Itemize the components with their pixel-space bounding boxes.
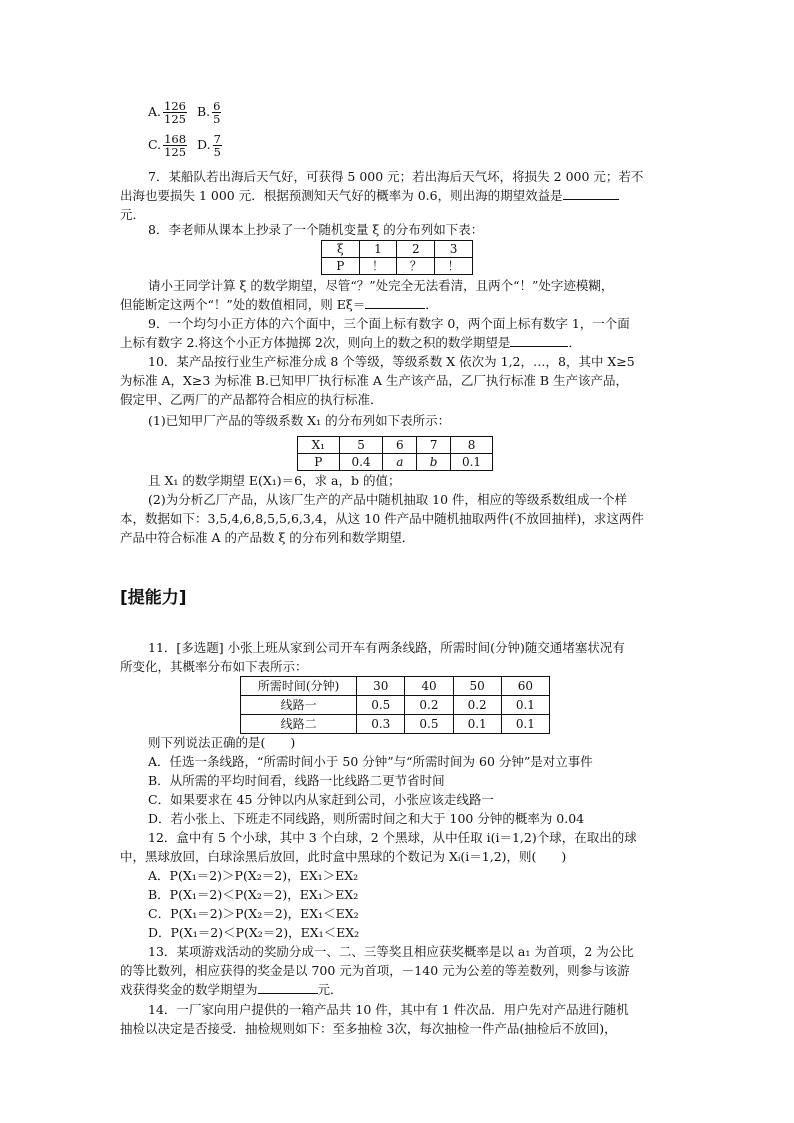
table-cell: 1	[359, 241, 397, 258]
table-cell: 40	[405, 677, 453, 696]
table-cell: X₁	[298, 437, 340, 454]
q9-line-1: 9．一个均匀小正方体的六个面中，三个面上标有数字 0，两个面上标有数字 1，一个面	[148, 316, 630, 331]
q6-option-d-fraction	[213, 133, 222, 158]
table-cell: 0.1	[501, 715, 549, 734]
q10-part-1: (1)已知甲厂产品的等级系数 X₁ 的分布列如下表所示：	[148, 413, 451, 428]
table-cell: ！	[359, 258, 397, 275]
q6-option-d-denominator: 5	[213, 145, 221, 159]
table-cell: 0.1	[453, 715, 501, 734]
q12-option-b: B．P(X₁＝2)＜P(X₂＝2)，EX₁＞EX₂	[148, 887, 359, 902]
q11-option-a: A．任选一条线路，“所需时间小于 50 分钟”与“所需时间为 60 分钟”是对立事件	[148, 754, 593, 769]
q10-line-3: 假定甲、乙两厂的产品都符合相应的执行标准．	[120, 392, 383, 407]
table-cell: 0.4	[339, 454, 383, 471]
q12-line-2: 中，黑球放回，白球涂黑后放回，此时盒中黑球的个数记为 Xᵢ(i＝1,2)，则( )	[120, 849, 567, 864]
table-cell: 5	[339, 437, 383, 454]
q10-line-7: 产品中符合标准 A 的产品数 ξ 的分布列和数学期望．	[120, 530, 415, 545]
table-cell: 50	[453, 677, 501, 696]
q7-line-2-text: 出海也要损失 1 000 元．根据预测知天气好的概率为 0.6，则出海的期望效益是	[120, 188, 563, 203]
table-cell: 8	[451, 437, 493, 454]
q11-question: 则下列说法正确的是( )	[148, 735, 296, 750]
q9-line-2-end: ．	[568, 335, 581, 350]
table-cell: 2	[397, 241, 435, 258]
q13-line-3-end: 元．	[317, 982, 343, 997]
q6-option-b-fraction	[212, 100, 221, 125]
q13-answer-blank	[258, 981, 318, 994]
q6-option-a-denominator: 125	[164, 112, 186, 126]
table-cell: 6	[383, 437, 417, 454]
q6-option-b-denominator: 5	[213, 112, 221, 126]
table-cell: 0.5	[405, 715, 453, 734]
q13-line-1: 13．某项游戏活动的奖励分成一、二、三等奖且相应获奖概率是以 a₁ 为首项，2 为公比	[148, 944, 634, 959]
q12-option-c: C．P(X₁＝2)＞P(X₂＝2)，EX₁＜EX₂	[148, 906, 359, 921]
q6-option-a-numerator: 126	[164, 99, 186, 113]
q6-option-a-label: A.	[148, 104, 162, 119]
q10-line-5: (2)为分析乙厂产品，从该厂生产的产品中随机抽取 10 件，相应的等级系数组成一个样	[148, 492, 628, 507]
q12-line-1: 12．盒中有 5 个小球，其中 3 个白球，2 个黑球，从中任取 i(i＝1,2)个球，在取出的球	[148, 830, 637, 845]
table-cell: a	[383, 454, 417, 471]
q7-line-3: 元．	[120, 207, 146, 222]
q6-option-row-ab	[148, 100, 223, 125]
q6-option-row-cd	[148, 133, 224, 158]
table-cell: b	[417, 454, 451, 471]
q12-option-a: A．P(X₁＝2)＞P(X₂＝2)，EX₁＞EX₂	[148, 868, 359, 883]
table-cell: P	[298, 454, 340, 471]
q6-option-d-numerator: 7	[213, 132, 221, 146]
q8-intro: 8．李老师从课本上抄录了一个随机变量 ξ 的分布列如下表：	[148, 222, 484, 237]
q6-option-a-fraction	[163, 100, 187, 125]
q6-option-d-label: D.	[197, 137, 211, 152]
q6-option-c-denominator: 125	[164, 145, 187, 159]
table-cell: 3	[435, 241, 473, 258]
table-row	[298, 454, 493, 471]
q8-answer-blank	[365, 296, 425, 309]
q8-line-2	[120, 295, 676, 314]
q6-option-c-numerator: 168	[164, 132, 187, 146]
table-row	[298, 437, 493, 454]
q12-option-d: D．P(X₁＝2)＜P(X₂＝2)，EX₁＜EX₂	[148, 925, 360, 940]
q8-distribution-table	[321, 240, 473, 275]
table-cell: 0.2	[405, 696, 453, 715]
q6-option-b-numerator: 6	[213, 99, 221, 113]
q13-line-3	[120, 980, 676, 999]
q11-line-1: 11．[多选题] 小张上班从家到公司开车有两条线路，所需时间(分钟)随交通堵塞状况有	[148, 640, 625, 655]
q10-line-1: 10．某产品按行业生产标准分成 8 个等级，等级系数 X 依次为 1,2，…，8，其中 X≥5	[148, 354, 635, 369]
table-cell: P	[322, 258, 360, 275]
q14-line-2: 抽检以决定是否接受．抽检规则如下：至多抽检 3次，每次抽检一件产品(抽检后不放回)，	[120, 1021, 617, 1036]
q11-option-d: D．若小张上、下班走不同线路，则所需时间之和大于 100 分钟的概率为 0.04	[148, 811, 585, 826]
q11-option-b: B．从所需的平均时间看，线路一比线路二更节省时间	[148, 773, 445, 788]
q10-line-6: 本，数据如下：3,5,4,6,8,5,5,6,3,4，从这 10 件产品中随机抽取两件(不放回抽样)，求这两件	[120, 511, 644, 526]
table-cell: 0.3	[357, 715, 405, 734]
q8-line-2-end: ．	[425, 297, 438, 312]
table-row	[241, 715, 550, 734]
table-cell: 线路二	[241, 715, 357, 734]
q8-line-2-text: 但能断定这两个“！”处的数值相同，则 Eξ＝	[120, 297, 366, 312]
q14-line-1: 14．一厂家向用户提供的一箱产品共 10 件，其中有 1 件次品．用户先对产品进行随机	[148, 1002, 629, 1017]
table-row	[322, 258, 473, 275]
table-cell: ？	[397, 258, 435, 275]
table-cell: 线路一	[241, 696, 357, 715]
q13-line-2: 的等比数列，相应获得的奖金是以 700 元为首项，－140 元为公差的等差数列，则参与该游	[120, 963, 630, 978]
q11-line-2: 所变化，其概率分布如下表所示：	[120, 659, 308, 674]
table-cell: 所需时间(分钟)	[241, 677, 357, 696]
q6-option-c-fraction	[163, 133, 187, 158]
q10-line-2: 为标准 A，X≥3 为标准 B.已知甲厂执行标准 A 生产该产品，乙厂执行标准 B 生产该产品，	[120, 373, 629, 388]
table-cell: 0.5	[357, 696, 405, 715]
table-cell: 60	[501, 677, 549, 696]
q6-option-c-label: C.	[148, 137, 162, 152]
q7-line-2	[120, 186, 676, 205]
table-row	[322, 241, 473, 258]
q13-line-3-text: 戏获得奖金的数学期望为	[120, 982, 258, 997]
table-cell: ξ	[322, 241, 360, 258]
q9-line-2-text: 上标有数字 2.将这个小正方体抛掷 2次，则向上的数之积的数学期望是	[120, 335, 511, 350]
table-cell: 0.1	[451, 454, 493, 471]
table-cell: 0.1	[501, 696, 549, 715]
table-cell: 30	[357, 677, 405, 696]
table-row	[241, 677, 550, 696]
q7-line-1: 7．某船队若出海后天气好，可获得 5 000 元；若出海后天气坏，将损失 2 000 元；若不	[148, 169, 644, 184]
q10-line-4: 且 X₁ 的数学期望 E(X₁)＝6，求 a，b 的值；	[148, 473, 401, 488]
table-row	[241, 696, 550, 715]
table-cell: 0.2	[453, 696, 501, 715]
q7-answer-blank	[563, 187, 619, 200]
section-heading: [提能力]	[120, 588, 187, 608]
q9-line-2	[120, 333, 676, 352]
q10-distribution-table	[297, 436, 493, 471]
q8-line-1: 请小王同学计算 ξ 的数学期望，尽管“？”处完全无法看清，且两个“！”处字迹模糊，	[148, 278, 614, 293]
table-cell: ！	[435, 258, 473, 275]
q9-answer-blank	[510, 334, 568, 347]
q11-option-c: C．如果要求在 45 分钟以内从家赶到公司，小张应该走线路一	[148, 792, 494, 807]
table-cell: 7	[417, 437, 451, 454]
q6-option-b-label: B.	[196, 104, 211, 119]
q11-probability-table	[240, 676, 550, 734]
